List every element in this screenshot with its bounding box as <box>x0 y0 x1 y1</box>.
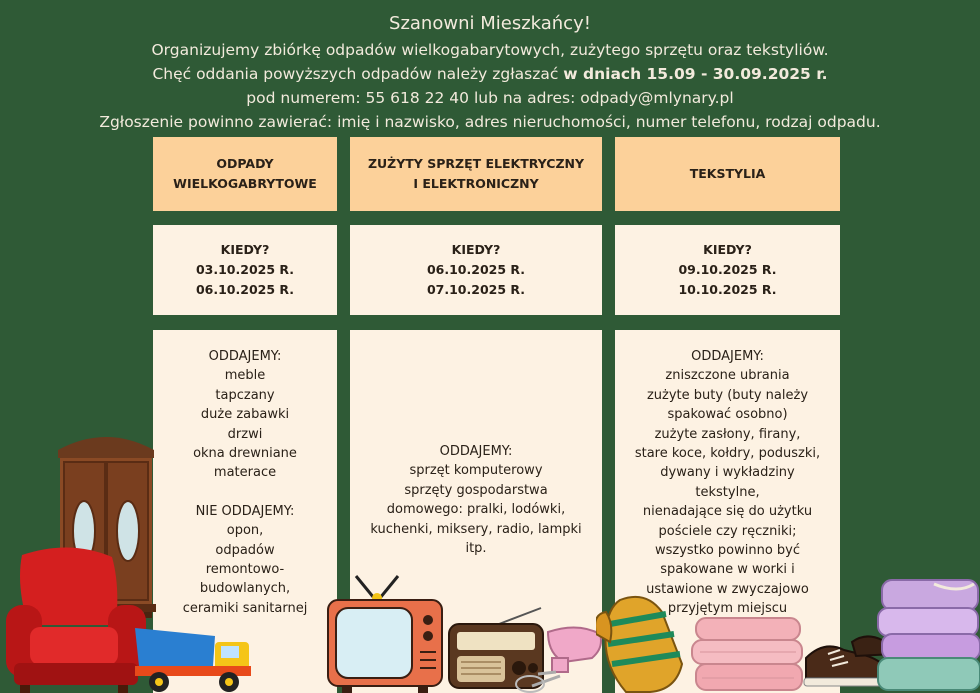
requirements-line: Zgłoszenie powinno zawierać: imię i nazwisko, adres nieruchomości, numer telefonu, rodzaj odpadu. <box>99 113 881 131</box>
rejected-item: odpadów <box>215 542 275 558</box>
toy-truck-icon <box>133 622 257 693</box>
rejected-item: opon, <box>226 523 264 539</box>
accept-label: ODDAJEMY: <box>691 349 764 364</box>
accepted-item: ustawione w zwyczajowo <box>646 581 809 597</box>
folded-clothes-icon <box>874 574 980 693</box>
accepted-item: spakowane w worki i <box>660 562 795 578</box>
accept-label: ODDAJEMY: <box>208 349 282 364</box>
accepted-item: pościele czy ręczniki; <box>658 523 797 539</box>
title-line: TEKSTYLIA <box>689 166 766 181</box>
when-label: KIEDY? <box>451 242 501 257</box>
greeting: Szanowni Mieszkańcy! <box>389 13 591 34</box>
accepted-item: domowego: pralki, lodówki, <box>386 502 566 518</box>
title-line: ODPADY <box>216 156 274 171</box>
registration-text: Chęć oddania powyższych odpadów należy zgłaszać <box>152 65 564 83</box>
accepted-item: wszystko powinno być <box>654 543 801 559</box>
tv-icon <box>326 572 444 693</box>
when-label: KIEDY? <box>220 242 270 257</box>
collection-date: 03.10.2025 R. <box>195 262 295 277</box>
column-title-textiles <box>615 137 840 211</box>
when-box-electronics <box>350 225 602 315</box>
accepted-item: zużyte zasłony, firany, <box>654 426 801 442</box>
accepted-item: duże zabawki <box>200 407 290 423</box>
when-box-bulky <box>153 225 337 315</box>
accepted-item: itp. <box>465 541 487 557</box>
collection-date: 06.10.2025 R. <box>195 282 295 297</box>
accepted-item: sprzęty gospodarstwa <box>404 482 548 498</box>
rejected-item: budowlanych, <box>199 581 291 597</box>
announcement-header <box>0 10 980 134</box>
title-line: I ELEKTRONICZNY <box>413 176 539 191</box>
accepted-item: zniszczone ubrania <box>665 368 790 384</box>
accepted-item: kuchenki, miksery, radio, lampki <box>370 521 582 537</box>
collection-date: 09.10.2025 R. <box>678 262 777 277</box>
contact-line: pod numerem: 55 618 22 40 lub na adres: odpady@mlynary.pl <box>246 89 734 107</box>
accepted-item: zużyte buty (buty należy <box>646 387 809 403</box>
oven-mitt-icon <box>596 594 688 693</box>
title-line: WIELKOGABRYTOWE <box>173 176 317 191</box>
collection-date: 06.10.2025 R. <box>426 262 526 277</box>
accepted-item: okna drewniane <box>193 446 297 462</box>
when-label: KIEDY? <box>703 242 752 257</box>
reject-label: NIE ODDAJEMY: <box>195 503 295 519</box>
rejected-item: ceramiki sanitarnej <box>182 600 308 616</box>
column-title-electronics <box>350 137 602 211</box>
accepted-item: materace <box>213 465 277 481</box>
accepted-item: tapczany <box>215 387 275 403</box>
accepted-item: meble <box>224 368 266 384</box>
intro-line: Organizujemy zbiórkę odpadów wielkogabarytowych, zużytego sprzętu oraz tekstyliów. <box>151 41 829 59</box>
accepted-item: stare koce, kołdry, poduszki, <box>634 446 821 462</box>
title-line: ZUŻYTY SPRZĘT ELEKTRYCZNY <box>367 156 585 171</box>
collection-date: 07.10.2025 R. <box>426 282 526 297</box>
accepted-item: sprzęt komputerowy <box>409 463 543 479</box>
accepted-item: dywany i wykładziny <box>660 465 795 481</box>
armchair-icon <box>0 545 148 693</box>
accepted-item: nienadające się do użytku <box>642 504 813 520</box>
mixer-icon <box>508 622 606 693</box>
collection-date: 10.10.2025 R. <box>678 282 777 297</box>
rejected-item: remontowo- <box>205 562 285 578</box>
accepted-item: tekstylne, <box>695 484 760 500</box>
accept-label: ODDAJEMY: <box>439 444 513 459</box>
registration-period-line <box>0 62 980 86</box>
accepted-item: przyjętym miejscu <box>667 601 788 617</box>
accepted-item: spakować osobno) <box>667 407 788 423</box>
when-box-textiles <box>615 225 840 315</box>
towels-icon <box>690 612 808 693</box>
column-title-bulky <box>153 137 337 211</box>
registration-dates: w dniach 15.09 - 30.09.2025 r. <box>563 65 828 83</box>
accepted-item: drzwi <box>227 426 263 442</box>
